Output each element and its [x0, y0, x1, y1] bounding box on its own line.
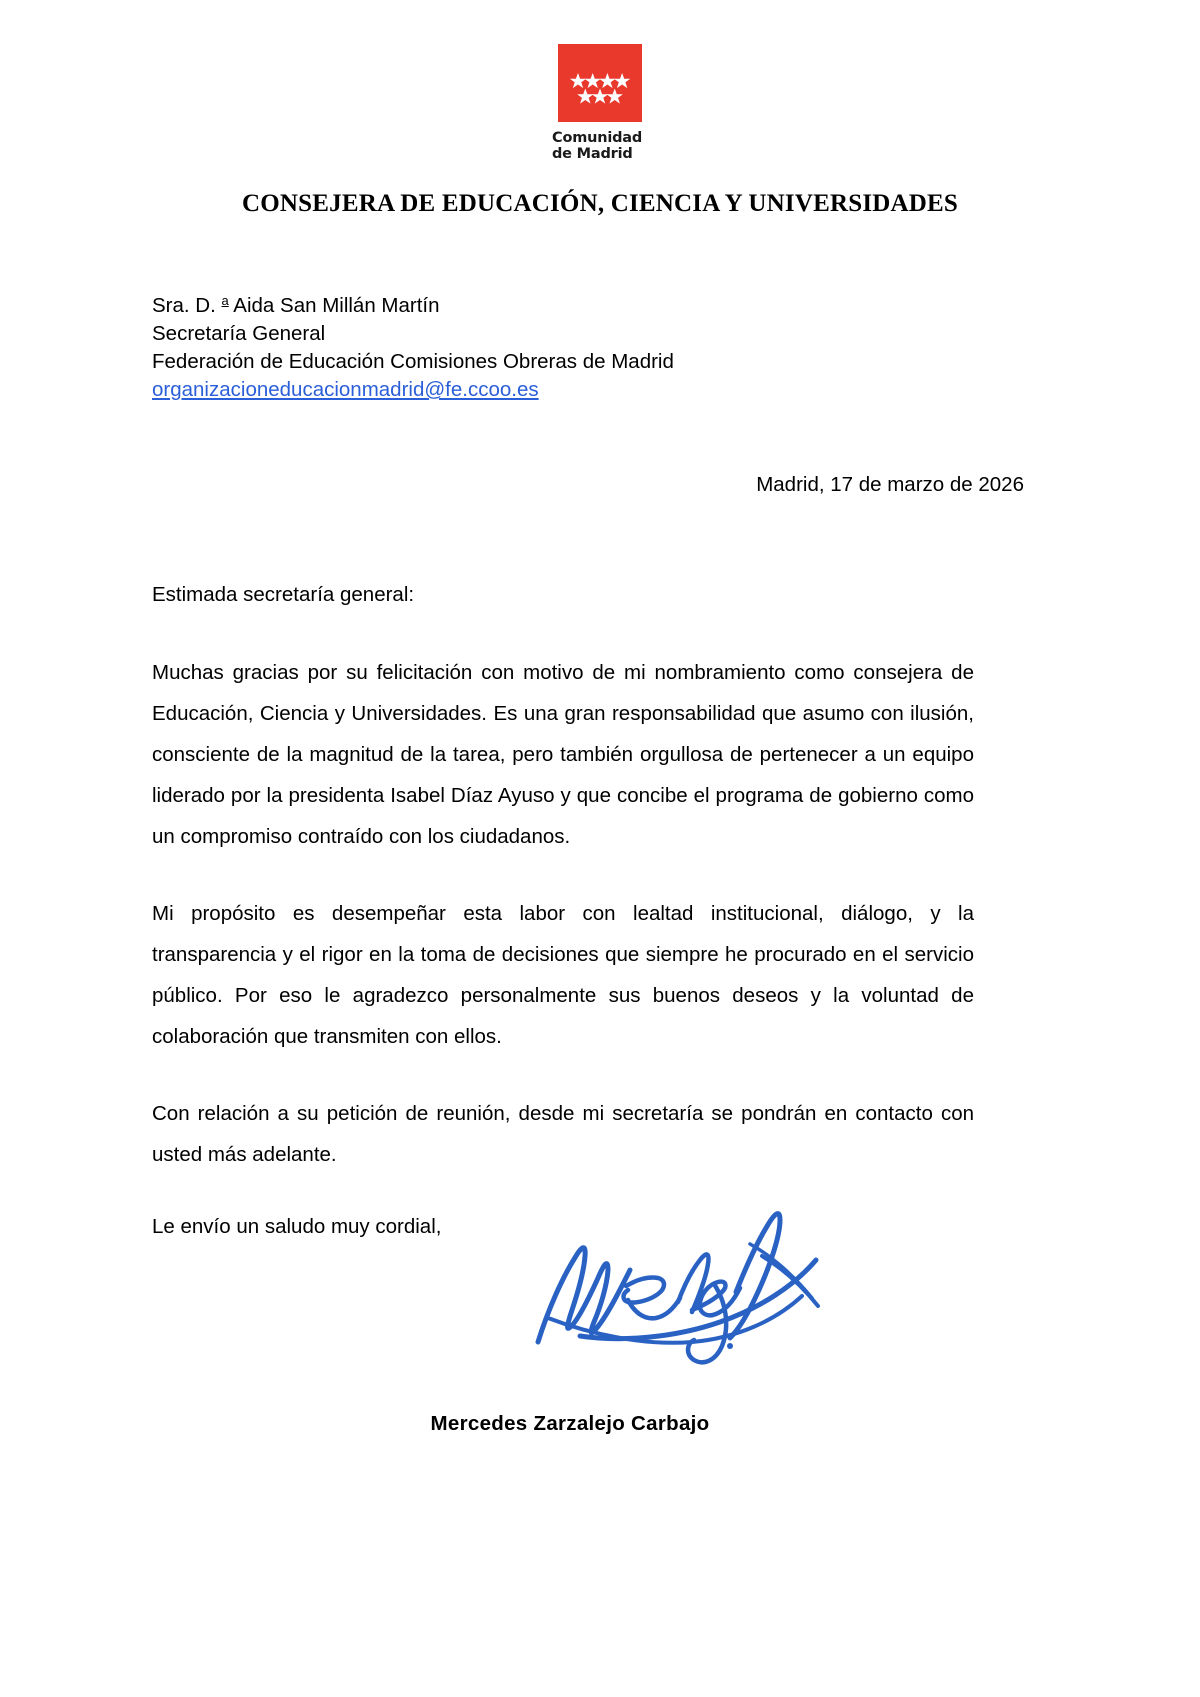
date-line: Madrid, 17 de marzo de 2026: [756, 473, 1024, 496]
letterhead: [0, 44, 1200, 162]
letter-body: [152, 580, 974, 1243]
recipient-organization: Federación de Educación Comisiones Obreras de Madrid: [152, 350, 674, 373]
salutation: Estimada secretaría general:: [152, 583, 415, 606]
closing-line: Le envío un saludo muy cordial,: [152, 1215, 442, 1238]
recipient-name-prefix: Sra. D.: [152, 294, 222, 317]
page-title: CONSEJERA DE EDUCACIÓN, CIENCIA Y UNIVERSIDADES: [241, 190, 958, 217]
logo-wordmark-line1: Comunidad: [552, 130, 643, 146]
body-paragraph-3: Con relación a su petición de reunión, desde mi secretaría se pondrán en contacto con usted más adelante.: [152, 1102, 974, 1166]
logo-wordmark-line2: de Madrid: [552, 145, 633, 162]
logo-wordmark: [552, 131, 648, 162]
comunidad-de-madrid-logo: [552, 44, 648, 162]
recipient-email-line: [152, 376, 674, 404]
recipient-name-rest: Aida San Millán Martín: [228, 294, 440, 317]
recipient-position: Secretaría General: [152, 322, 326, 345]
body-paragraph-1: Muchas gracias por su felicitación con motivo de mi nombramiento como consejera de Educación, Ciencia y Universidades. Es una gran responsabilidad que asumo con ilusión, consciente de la magnitud de la tarea, pero también orgullosa de pertenecer a un equipo liderado por la presidenta Isabel Díaz Ayuso y que concibe el programa de gobierno como un compromiso contraído con los ciudadanos.: [152, 661, 974, 848]
recipient-name-ordinal: a: [221, 293, 229, 308]
recipient-email-link[interactable]: organizacioneducacionmadrid@fe.ccoo.es: [152, 378, 539, 401]
recipient-block: [152, 287, 674, 404]
madrid-flag-icon: [558, 44, 642, 122]
recipient-name: [152, 287, 674, 320]
body-paragraph-2: Mi propósito es desempeñar esta labor con lealtad institucional, diálogo, y la transparencia y el rigor en la toma de decisiones que siempre he procurado en el servicio público. Por eso le agradezco personalmente sus buenos deseos y la voluntad de colaboración que transmiten con ellos.: [152, 902, 974, 1048]
signatory-name: Mercedes Zarzalejo Carbajo: [430, 1412, 710, 1435]
